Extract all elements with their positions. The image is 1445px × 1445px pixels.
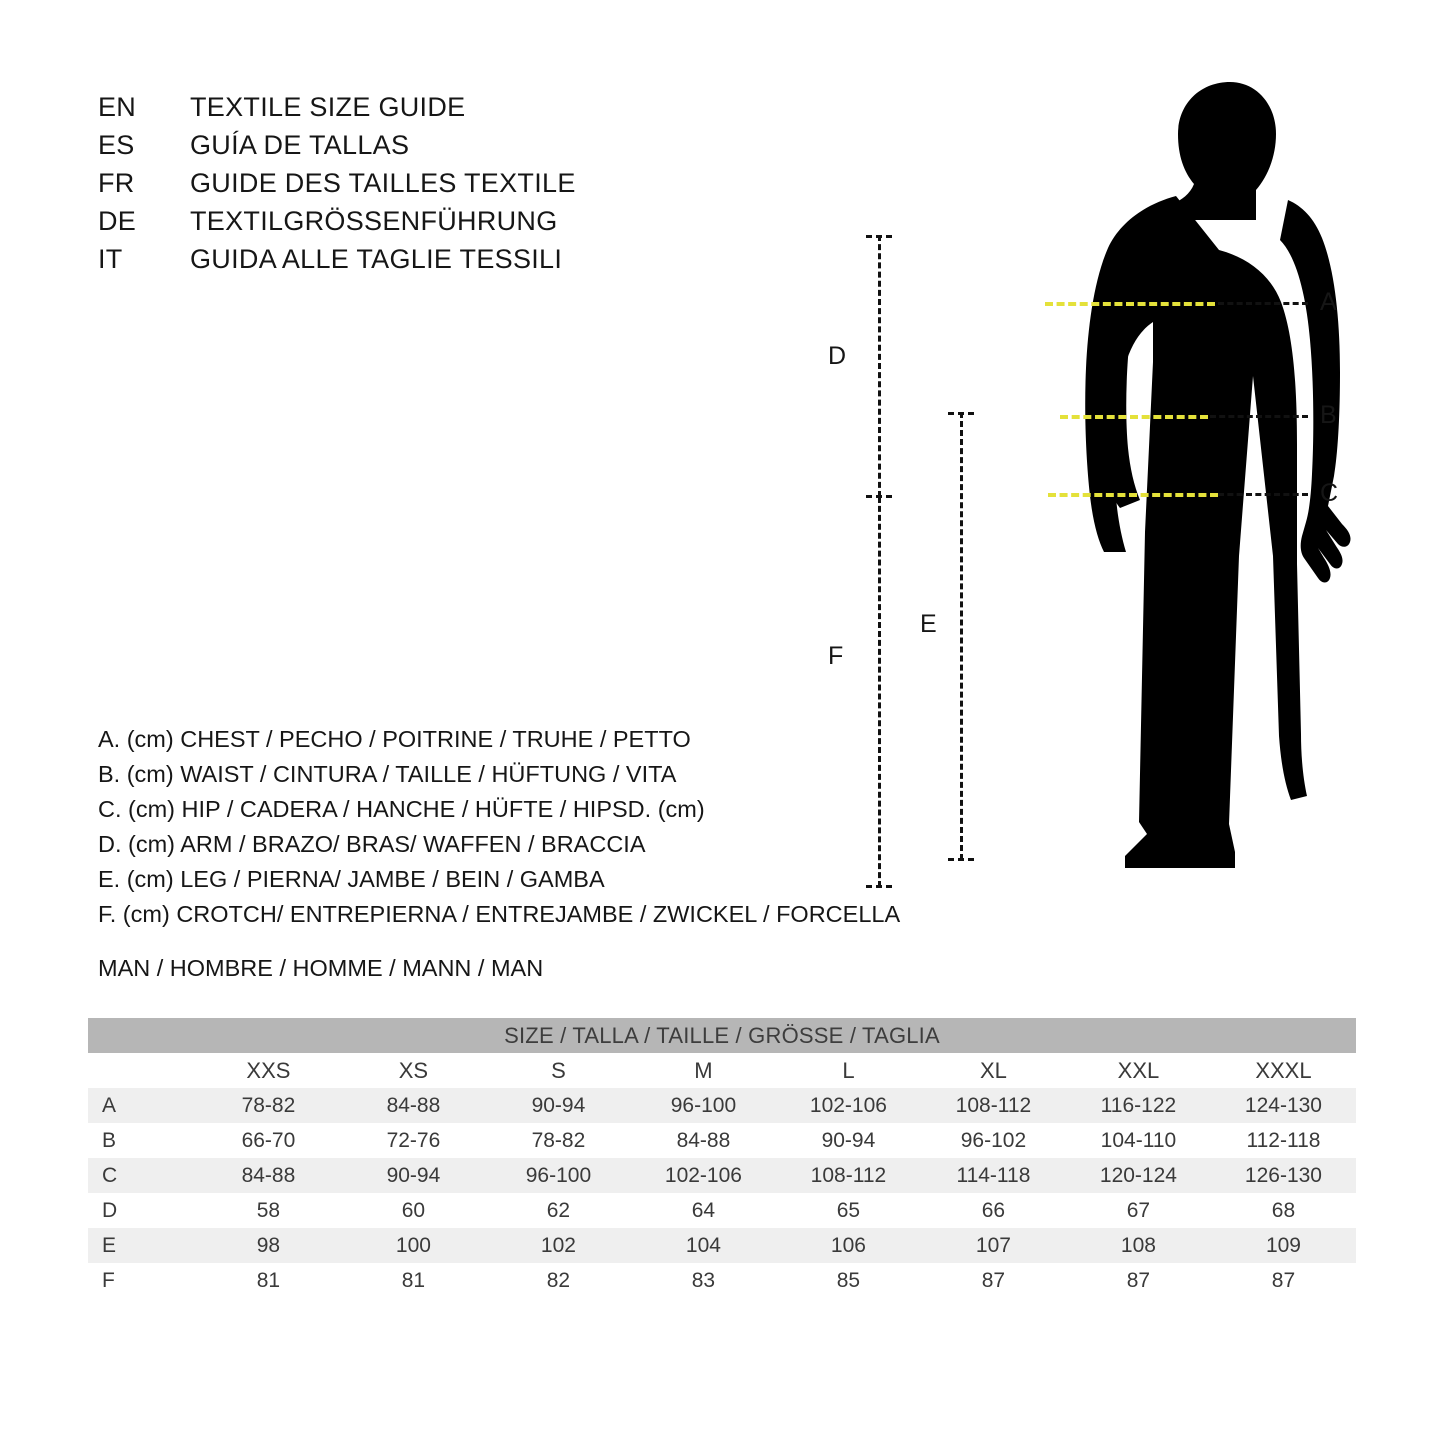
cell-d-xxl: 67 (1066, 1193, 1211, 1228)
title-lang-de: DE (98, 206, 137, 236)
size-table (88, 1018, 1356, 1298)
title-row-es (98, 130, 718, 168)
cell-c-l: 108-112 (776, 1158, 921, 1193)
male-silhouette-icon (980, 70, 1380, 950)
title-text-es: GUÍA DE TALLAS (190, 130, 410, 160)
cell-d-s: 62 (486, 1193, 631, 1228)
table-row (88, 1263, 1356, 1298)
cell-d-xl: 66 (921, 1193, 1066, 1228)
cell-e-xxxl: 109 (1211, 1228, 1356, 1263)
title-lang-en: EN (98, 92, 137, 122)
cell-c-xxs: 84-88 (196, 1158, 341, 1193)
dimension-label-e: E (920, 610, 937, 638)
size-table-container (88, 1018, 1356, 1298)
cell-f-xs: 81 (341, 1263, 486, 1298)
cell-b-s: 78-82 (486, 1123, 631, 1158)
cell-f-xl: 87 (921, 1263, 1066, 1298)
gender-label: MAN / HOMBRE / HOMME / MANN / MAN (98, 955, 544, 981)
table-row (88, 1088, 1356, 1123)
leg-dimension-tick-bottom (948, 858, 974, 861)
leg-dimension-tick-top (948, 412, 974, 415)
cell-d-m: 64 (631, 1193, 776, 1228)
cell-c-xxxl: 126-130 (1211, 1158, 1356, 1193)
cell-c-s: 96-100 (486, 1158, 631, 1193)
size-header-xxxl: XXXL (1211, 1053, 1356, 1088)
cell-f-xxs: 81 (196, 1263, 341, 1298)
title-row-fr (98, 168, 718, 206)
cell-a-l: 102-106 (776, 1088, 921, 1123)
cell-a-xl: 108-112 (921, 1088, 1066, 1123)
cell-f-m: 83 (631, 1263, 776, 1298)
title-row-it (98, 244, 718, 282)
cell-f-s: 82 (486, 1263, 631, 1298)
legend-item-b: B. (cm) WAIST / CINTURA / TAILLE / HÜFTUNG / VITA (98, 761, 677, 787)
cell-b-m: 84-88 (631, 1123, 776, 1158)
title-block (98, 92, 718, 282)
cell-a-s: 90-94 (486, 1088, 631, 1123)
title-row-de (98, 206, 718, 244)
size-header-m: M (631, 1053, 776, 1088)
row-label-a: A (88, 1088, 196, 1123)
hip-measure-line (1048, 493, 1218, 497)
table-row (88, 1193, 1356, 1228)
title-text-fr: GUIDE DES TAILLES TEXTILE (190, 168, 576, 198)
waist-measure-line (1060, 415, 1208, 419)
legend-item-c: C. (cm) HIP / CADERA / HANCHE / HÜFTE / HIPSD. (cm) (98, 796, 705, 822)
legend-item-a: A. (cm) CHEST / PECHO / POITRINE / TRUHE / PETTO (98, 726, 691, 752)
table-size-header-row (88, 1053, 1356, 1088)
cell-b-xxl: 104-110 (1066, 1123, 1211, 1158)
size-header-s: S (486, 1053, 631, 1088)
legend-item-d: D. (cm) ARM / BRAZO/ BRAS/ WAFFEN / BRACCIA (98, 831, 646, 857)
cell-a-m: 96-100 (631, 1088, 776, 1123)
cell-f-xxl: 87 (1066, 1263, 1211, 1298)
title-text-it: GUIDA ALLE TAGLIE TESSILI (190, 244, 563, 274)
size-header-xxs: XXS (196, 1053, 341, 1088)
cell-a-xxl: 116-122 (1066, 1088, 1211, 1123)
size-header-xxl: XXL (1066, 1053, 1211, 1088)
cell-d-xxs: 58 (196, 1193, 341, 1228)
cell-d-l: 65 (776, 1193, 921, 1228)
title-lang-es: ES (98, 130, 135, 160)
cell-c-xxl: 120-124 (1066, 1158, 1211, 1193)
dimension-label-d: D (828, 342, 847, 370)
size-header-xl: XL (921, 1053, 1066, 1088)
hip-leader-line (1218, 493, 1308, 496)
chest-leader-line (1218, 302, 1308, 305)
body-figure-diagram (820, 70, 1380, 950)
table-row (88, 1228, 1356, 1263)
table-row (88, 1158, 1356, 1193)
dimension-label-f: F (828, 642, 844, 670)
cell-a-xs: 84-88 (341, 1088, 486, 1123)
cell-c-xl: 114-118 (921, 1158, 1066, 1193)
arm-dimension-tick-top (866, 235, 892, 238)
row-label-d: D (88, 1193, 196, 1228)
size-header-l: L (776, 1053, 921, 1088)
cell-c-xs: 90-94 (341, 1158, 486, 1193)
table-title-row (88, 1018, 1356, 1053)
title-lang-fr: FR (98, 168, 135, 198)
legend-block (98, 722, 901, 932)
cell-f-l: 85 (776, 1263, 921, 1298)
cell-b-l: 90-94 (776, 1123, 921, 1158)
chest-measure-line (1045, 302, 1215, 306)
size-header-xs: XS (341, 1053, 486, 1088)
row-label-f: F (88, 1263, 196, 1298)
leg-dimension-line (960, 412, 963, 860)
cell-f-xxxl: 87 (1211, 1263, 1356, 1298)
title-lang-it: IT (98, 244, 123, 274)
table-row (88, 1123, 1356, 1158)
cell-a-xxs: 78-82 (196, 1088, 341, 1123)
title-text-de: TEXTILGRÖSSENFÜHRUNG (190, 206, 558, 236)
cell-b-xl: 96-102 (921, 1123, 1066, 1158)
cell-e-l: 106 (776, 1228, 921, 1263)
cell-b-xxxl: 112-118 (1211, 1123, 1356, 1158)
cell-b-xs: 72-76 (341, 1123, 486, 1158)
callout-label-a: A (1320, 288, 1337, 316)
callout-label-c: C (1320, 479, 1339, 507)
title-text-en: TEXTILE SIZE GUIDE (190, 92, 466, 122)
cell-e-m: 104 (631, 1228, 776, 1263)
waist-leader-line (1210, 415, 1308, 418)
cell-e-xxl: 108 (1066, 1228, 1211, 1263)
legend-item-e: E. (cm) LEG / PIERNA/ JAMBE / BEIN / GAMBA (98, 866, 605, 892)
row-label-c: C (88, 1158, 196, 1193)
cell-d-xxxl: 68 (1211, 1193, 1356, 1228)
cell-e-xs: 100 (341, 1228, 486, 1263)
table-title: SIZE / TALLA / TAILLE / GRÖSSE / TAGLIA (88, 1018, 1356, 1053)
size-header-blank (88, 1053, 196, 1088)
callout-label-b: B (1320, 401, 1337, 429)
cell-e-xl: 107 (921, 1228, 1066, 1263)
cell-e-s: 102 (486, 1228, 631, 1263)
cell-d-xs: 60 (341, 1193, 486, 1228)
legend-item-f: F. (cm) CROTCH/ ENTREPIERNA / ENTREJAMBE / ZWICKEL / FORCELLA (98, 901, 901, 927)
cell-a-xxxl: 124-130 (1211, 1088, 1356, 1123)
cell-c-m: 102-106 (631, 1158, 776, 1193)
row-label-b: B (88, 1123, 196, 1158)
title-row-en (98, 92, 718, 130)
arm-dimension-line (878, 235, 881, 497)
cell-e-xxs: 98 (196, 1228, 341, 1263)
cell-b-xxs: 66-70 (196, 1123, 341, 1158)
row-label-e: E (88, 1228, 196, 1263)
